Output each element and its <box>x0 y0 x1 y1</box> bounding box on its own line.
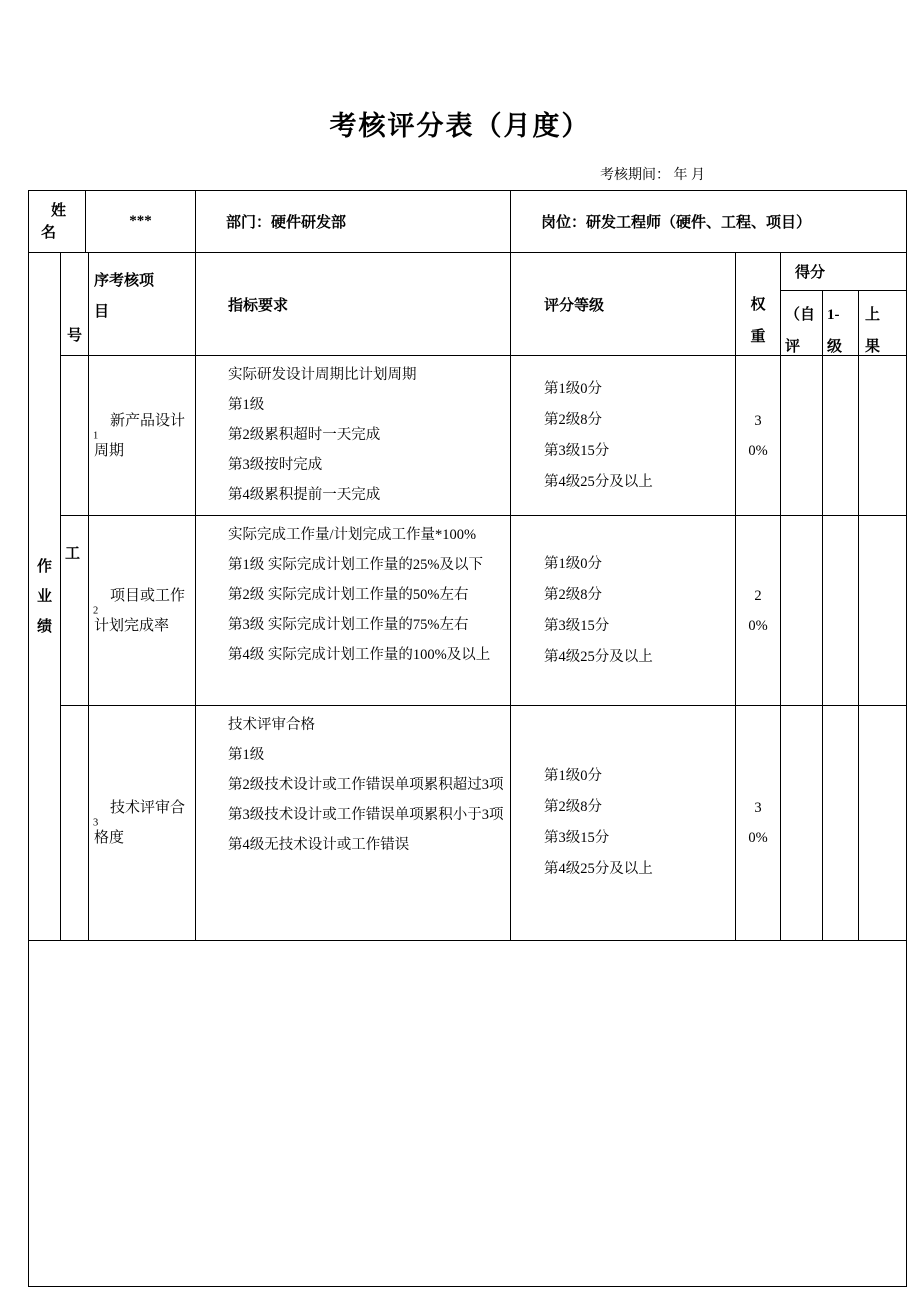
indicator-cell-row2 <box>196 516 511 706</box>
grade-cell-row3 <box>511 706 736 941</box>
row-number: 1 <box>93 430 99 441</box>
item-name: 新产品设计周期 <box>94 412 186 459</box>
grade-cell-row1 <box>511 356 736 516</box>
grade-list: 第1级0分 第2级8分 第3级15分 第4级25分及以上 <box>544 380 653 490</box>
score-sub-level-label: 1-级 <box>827 307 843 355</box>
score-level-cell-row3 <box>823 706 859 941</box>
score-self-cell-row2 <box>781 516 823 706</box>
item-name: 项目或工作计划完成率 <box>94 587 186 634</box>
grade-header-label: 评分等级 <box>544 297 605 314</box>
score-result-cell-row3 <box>859 706 906 941</box>
item-cell-row3 <box>89 706 196 941</box>
weight-header-cell <box>736 253 781 356</box>
score-result-cell-row1 <box>859 356 906 516</box>
score-self-cell-row3 <box>781 706 823 941</box>
item-header-cell <box>89 253 196 356</box>
seq-cell-row3 <box>61 706 89 941</box>
category-label: 作业绩 <box>36 558 52 635</box>
weight-cell-row1 <box>736 356 781 516</box>
empty-continuation-cell <box>29 941 906 1286</box>
name-label: 姓名 <box>41 203 67 241</box>
indicator-cell-row3 <box>196 706 511 941</box>
assessment-table <box>28 190 907 1287</box>
score-level-cell-row1 <box>823 356 859 516</box>
item-name: 技术评审合格度 <box>94 800 186 846</box>
item-header-label: 序考核项目 <box>94 273 155 320</box>
grade-cell-row2 <box>511 516 736 706</box>
indicator-cell-row1 <box>196 356 511 516</box>
category-cell <box>29 253 61 941</box>
weight-cell-row2 <box>736 516 781 706</box>
score-sub-self-label: （自评 <box>785 307 816 355</box>
indicator-list: 实际研发设计周期比计划周期 第1级 第2级累积超时一天完成 第3级按时完成 第4级累积提前一天完成 <box>228 367 417 503</box>
score-sub-result-label: 上果 <box>865 307 881 355</box>
score-sub-self-cell <box>781 291 823 356</box>
department-cell <box>196 191 511 253</box>
indicator-header-cell <box>196 253 511 356</box>
score-header-label: 得分 <box>795 265 826 281</box>
indicator-header-label: 指标要求 <box>228 297 289 314</box>
weight-value: 2 0% <box>748 587 768 634</box>
row-number: 2 <box>93 605 99 616</box>
score-self-cell-row1 <box>781 356 823 516</box>
seq-header-label: 号 <box>67 328 83 344</box>
position-text: 岗位：研发工程师（硬件、工程、项目） <box>541 215 812 231</box>
indicator-list: 实际完成工作量/计划完成工作量*100% 第1级 实际完成计划工作量的25%及以下 第2级 实际完成计划工作量的50%左右 第3级 实际完成计划工作量的75%左右 第4级 实际完成计划工作量的100%及以上 <box>228 527 491 663</box>
weight-cell-row3 <box>736 706 781 941</box>
weight-header-label: 权重 <box>750 297 766 345</box>
position-cell <box>511 191 906 253</box>
assessment-period-label: 考核期间： 年 月 <box>600 168 705 183</box>
name-value: *** <box>129 213 152 229</box>
score-sub-result-cell <box>859 291 906 356</box>
score-sub-level-cell <box>823 291 859 356</box>
grade-list: 第1级0分 第2级8分 第3级15分 第4级25分及以上 <box>544 555 653 665</box>
name-value-cell <box>86 191 196 253</box>
item-cell-row1 <box>89 356 196 516</box>
seq-cell-row1 <box>61 356 89 516</box>
indicator-list: 技术评审合格 第1级 第2级技术设计或工作错误单项累积超过3项 第3级技术设计或工作错误单项累积小于3项 第4级无技术设计或工作错误 <box>228 717 504 853</box>
weight-value: 3 0% <box>748 412 768 459</box>
name-label-cell <box>29 191 86 253</box>
item-cell-row2 <box>89 516 196 706</box>
score-header-cell <box>781 253 906 291</box>
grade-list: 第1级0分 第2级8分 第3级15分 第4级25分及以上 <box>544 768 653 877</box>
document-title: 考核评分表（月度） <box>329 111 591 141</box>
score-level-cell-row2 <box>823 516 859 706</box>
department-text: 部门：硬件研发部 <box>226 215 347 231</box>
grade-header-cell <box>511 253 736 356</box>
category-prefix-cell <box>61 516 89 706</box>
seq-header-cell <box>61 253 89 356</box>
row-number: 3 <box>93 817 99 829</box>
category-prefix-label: 工 <box>65 546 81 562</box>
score-result-cell-row2 <box>859 516 906 706</box>
weight-value: 3 0% <box>748 800 768 846</box>
